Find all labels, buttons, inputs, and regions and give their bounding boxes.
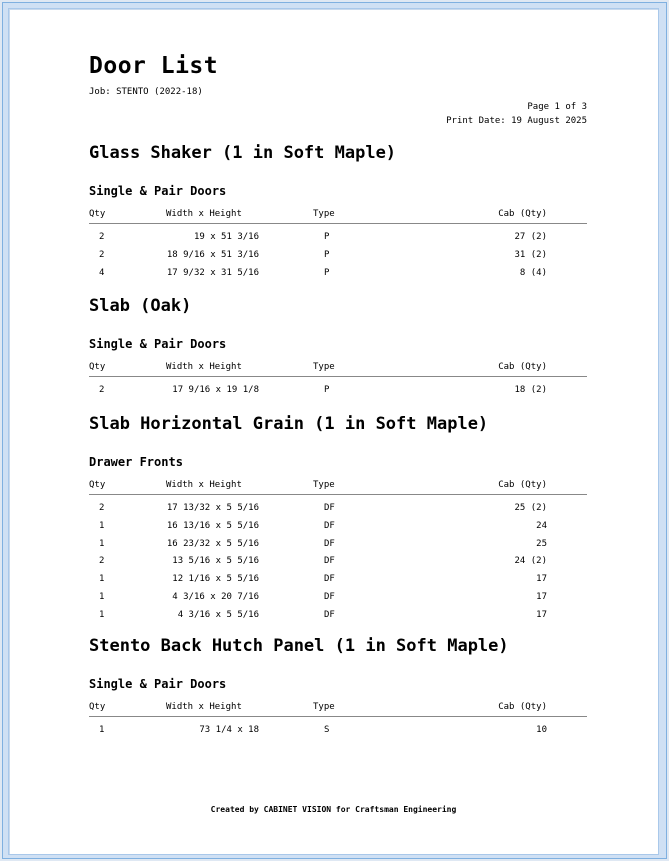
print-date: Print Date: 19 August 2025 [446,116,587,126]
column-header-size: Width x Height [166,480,242,490]
header-rule [89,716,587,717]
column-header-qty: Qty [89,702,106,712]
row-cab: 17 [536,609,547,620]
column-header-cab: Cab (Qty) [498,209,547,219]
page-number: Page 1 of 3 [527,102,587,112]
row-type: DF [324,503,335,513]
row-type: S [324,725,330,735]
row-qty: 4 [99,267,105,278]
row-size: 16 23/32 x 5 5/16 [166,538,259,549]
row-cab: 27 (2) [514,232,547,242]
row-qty: 2 [99,249,105,260]
row-size: 73 1/4 x 18 [199,725,259,735]
row-size: 4 3/16 x 5 5/16 [177,609,259,620]
row-cab: 17 [536,592,547,602]
row-qty: 1 [99,592,105,602]
row-size: 16 13/16 x 5 5/16 [166,520,259,531]
column-header-type: Type [313,209,335,219]
section-title: Slab (Oak) [89,296,192,316]
column-header-type: Type [313,362,335,372]
row-qty: 1 [99,520,105,531]
row-type: P [324,232,330,242]
row-type: DF [324,538,335,549]
group-title: Drawer Fronts [89,455,183,469]
section-title: Stento Back Hutch Panel (1 in Soft Maple) [89,636,509,656]
report-title: Door List [89,53,219,79]
row-qty: 2 [99,232,105,242]
column-header-type: Type [313,480,335,490]
section-title: Slab Horizontal Grain (1 in Soft Maple) [89,414,489,434]
row-qty: 1 [99,725,105,735]
row-size: 4 3/16 x 20 7/16 [172,592,259,602]
row-size: 13 5/16 x 5 5/16 [172,556,259,567]
row-type: DF [324,574,335,585]
job-label: Job: STENTO (2022-18) [89,87,203,97]
column-header-size: Width x Height [166,362,242,372]
row-cab: 24 [536,520,547,531]
row-size: 19 x 51 3/16 [193,232,259,242]
row-cab: 31 (2) [514,249,547,260]
column-header-type: Type [313,702,335,712]
header-rule [89,494,587,495]
row-cab: 24 (2) [514,556,547,567]
section-title: Glass Shaker (1 in Soft Maple) [89,143,397,163]
row-cab: 25 (2) [514,503,547,513]
row-size: 17 13/32 x 5 5/16 [166,503,259,513]
column-header-qty: Qty [89,209,106,219]
column-header-qty: Qty [89,362,106,372]
column-header-cab: Cab (Qty) [498,480,547,490]
row-qty: 2 [99,556,105,567]
row-cab: 18 (2) [514,385,547,395]
column-header-cab: Cab (Qty) [498,362,547,372]
row-qty: 2 [99,385,105,395]
header-rule [89,376,587,377]
row-qty: 1 [99,609,105,620]
column-header-cab: Cab (Qty) [498,702,547,712]
row-type: P [324,267,330,278]
row-type: DF [324,609,335,620]
column-header-size: Width x Height [166,209,242,219]
column-header-qty: Qty [89,480,106,490]
row-type: P [324,385,330,395]
row-size: 17 9/32 x 31 5/16 [166,267,259,278]
row-type: DF [324,520,335,531]
row-cab: 25 [536,538,547,549]
row-type: P [324,249,330,260]
report-footer: Created by CABINET VISION for Craftsman Engineering [210,805,457,814]
row-qty: 1 [99,574,105,585]
group-title: Single & Pair Doors [89,677,227,691]
row-type: DF [324,592,335,602]
row-qty: 1 [99,538,105,549]
row-type: DF [324,556,335,567]
column-header-size: Width x Height [166,702,242,712]
row-cab: 8 (4) [519,267,547,278]
row-cab: 17 [536,574,547,585]
row-size: 12 1/16 x 5 5/16 [172,574,259,585]
row-size: 18 9/16 x 51 3/16 [166,249,259,260]
header-rule [89,223,587,224]
row-qty: 2 [99,503,105,513]
report-page [8,8,659,855]
row-cab: 10 [536,725,547,735]
row-size: 17 9/16 x 19 1/8 [172,385,259,395]
group-title: Single & Pair Doors [89,337,227,351]
group-title: Single & Pair Doors [89,184,227,198]
